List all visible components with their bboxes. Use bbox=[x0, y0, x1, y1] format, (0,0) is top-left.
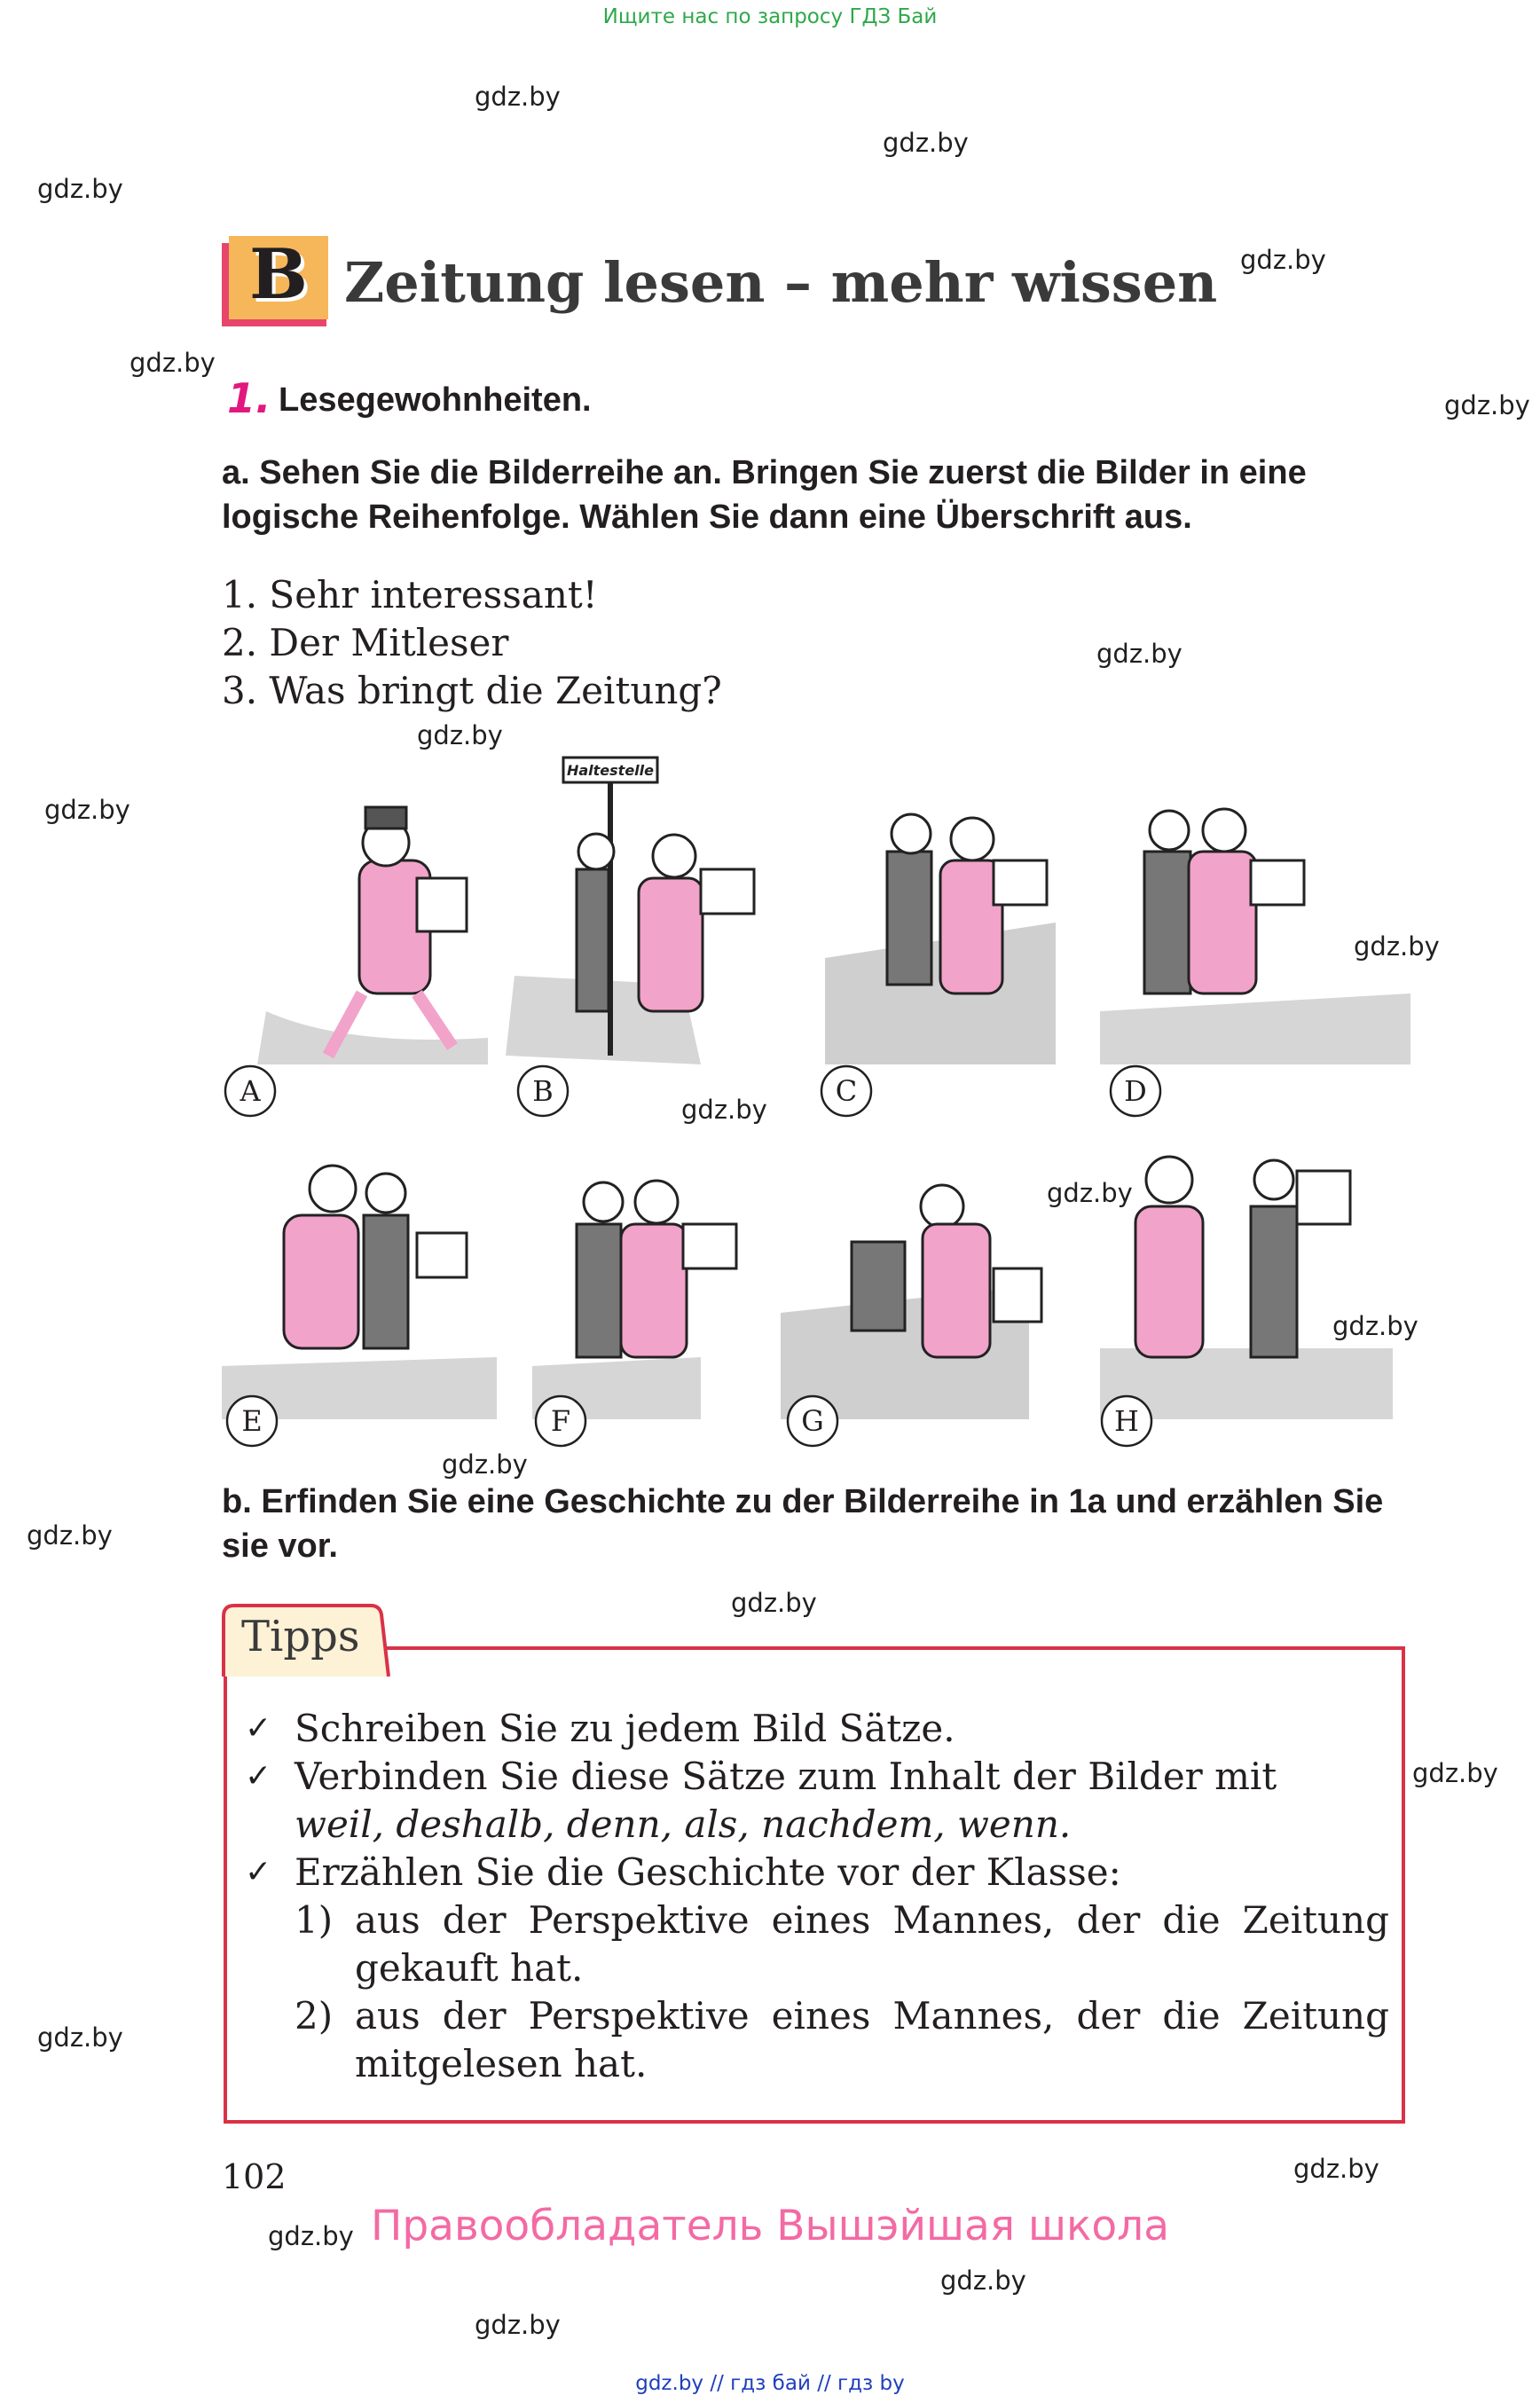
watermark: gdz.by bbox=[1096, 639, 1182, 669]
watermark: gdz.by bbox=[883, 128, 969, 158]
picture-label: E bbox=[241, 1404, 263, 1438]
watermark: gdz.by bbox=[27, 1520, 113, 1551]
watermark: gdz.by bbox=[44, 795, 130, 825]
watermark: gdz.by bbox=[1332, 1311, 1418, 1341]
option-item: 3. Was bringt die Zeitung? bbox=[222, 669, 722, 712]
watermark: gdz.by bbox=[1293, 2154, 1379, 2184]
figure-b bbox=[563, 758, 754, 1056]
watermark: gdz.by bbox=[475, 2310, 561, 2340]
watermark: gdz.by bbox=[417, 720, 503, 750]
option-item: 2. Der Mitleser bbox=[222, 621, 509, 664]
figure-f bbox=[577, 1181, 736, 1357]
tipps-label: Tipps bbox=[241, 1612, 360, 1661]
section-title: Zeitung lesen – mehr wissen bbox=[344, 250, 1218, 315]
watermark: gdz.by bbox=[442, 1449, 528, 1480]
options-list bbox=[222, 571, 722, 715]
watermark: gdz.by bbox=[1412, 1758, 1498, 1788]
watermark: gdz.by bbox=[37, 2022, 123, 2053]
watermark: gdz.by bbox=[130, 348, 216, 378]
page-number: 102 bbox=[222, 2157, 287, 2196]
exercise-title: Lesegewohnheiten. bbox=[279, 381, 592, 419]
picture-label: H bbox=[1114, 1404, 1139, 1438]
picture-label: D bbox=[1124, 1074, 1147, 1108]
top-banner[interactable]: Ищите нас по запросу ГДЗ Бай bbox=[602, 5, 938, 28]
picture-series bbox=[204, 745, 1428, 1455]
picture-label: A bbox=[240, 1074, 261, 1108]
option-item: 1. Sehr interessant! bbox=[222, 573, 598, 616]
sign-text: Haltestelle bbox=[566, 762, 655, 779]
section-letter: B bbox=[249, 234, 308, 315]
tipp-subitem: 1) aus der Perspektive eines Mannes, der die Zeitung gekauft hat. bbox=[295, 1898, 1389, 1990]
picture-label: G bbox=[801, 1404, 824, 1438]
figure-e bbox=[284, 1166, 467, 1348]
tipp-item: ✓ Verbinden Sie diese Sätze zum Inhalt der Bilder mit bbox=[245, 1753, 1389, 1801]
watermark: gdz.by bbox=[1047, 1178, 1133, 1208]
picture-label: C bbox=[835, 1074, 858, 1108]
tipp-item: ✓ Schreiben Sie zu jedem Bild Sätze. bbox=[245, 1705, 1389, 1753]
watermark: gdz.by bbox=[268, 2221, 354, 2251]
figure-d bbox=[1144, 809, 1304, 993]
watermark: gdz.by bbox=[1354, 931, 1440, 962]
watermark: gdz.by bbox=[37, 174, 123, 204]
figure-h bbox=[1135, 1157, 1350, 1357]
tipps-list bbox=[245, 1705, 1389, 2088]
picture-label: F bbox=[550, 1404, 571, 1438]
watermark: gdz.by bbox=[940, 2266, 1026, 2296]
tipp-item-conjunctions: weil, deshalb, denn, als, nachdem, wenn. bbox=[295, 1802, 1072, 1846]
copyright-notice: Правообладатель Вышэйшая школа bbox=[371, 2202, 1169, 2250]
check-icon: ✓ bbox=[245, 1710, 272, 1747]
watermark: gdz.by bbox=[681, 1095, 767, 1125]
watermark: gdz.by bbox=[1240, 245, 1326, 275]
tipp-item: ✓ Erzählen Sie die Geschichte vor der Klasse: bbox=[245, 1849, 1389, 1896]
footer-links[interactable]: gdz.by // гдз бай // гдз by bbox=[635, 2372, 905, 2395]
check-icon: ✓ bbox=[245, 1854, 272, 1890]
picture-label: B bbox=[532, 1074, 554, 1108]
check-icon: ✓ bbox=[245, 1758, 272, 1794]
figure-a bbox=[328, 807, 467, 1056]
exercise-number: 1. bbox=[227, 374, 271, 422]
watermark: gdz.by bbox=[1444, 390, 1530, 420]
tipp-subitem: 2) aus der Perspektive eines Mannes, der die Zeitung mitgelesen hat. bbox=[295, 1994, 1389, 2085]
task-b: b. Erfinden Sie eine Geschichte zu der Bilderreihe in 1a und erzählen Sie sie vor. bbox=[222, 1483, 1384, 1565]
watermark: gdz.by bbox=[731, 1588, 817, 1618]
task-a: a. Sehen Sie die Bilderreihe an. Bringen Sie zuerst die Bilder in eine logische Reihenfolge. Wählen Sie dann eine Überschrift aus. bbox=[222, 454, 1307, 536]
watermark: gdz.by bbox=[475, 82, 561, 112]
